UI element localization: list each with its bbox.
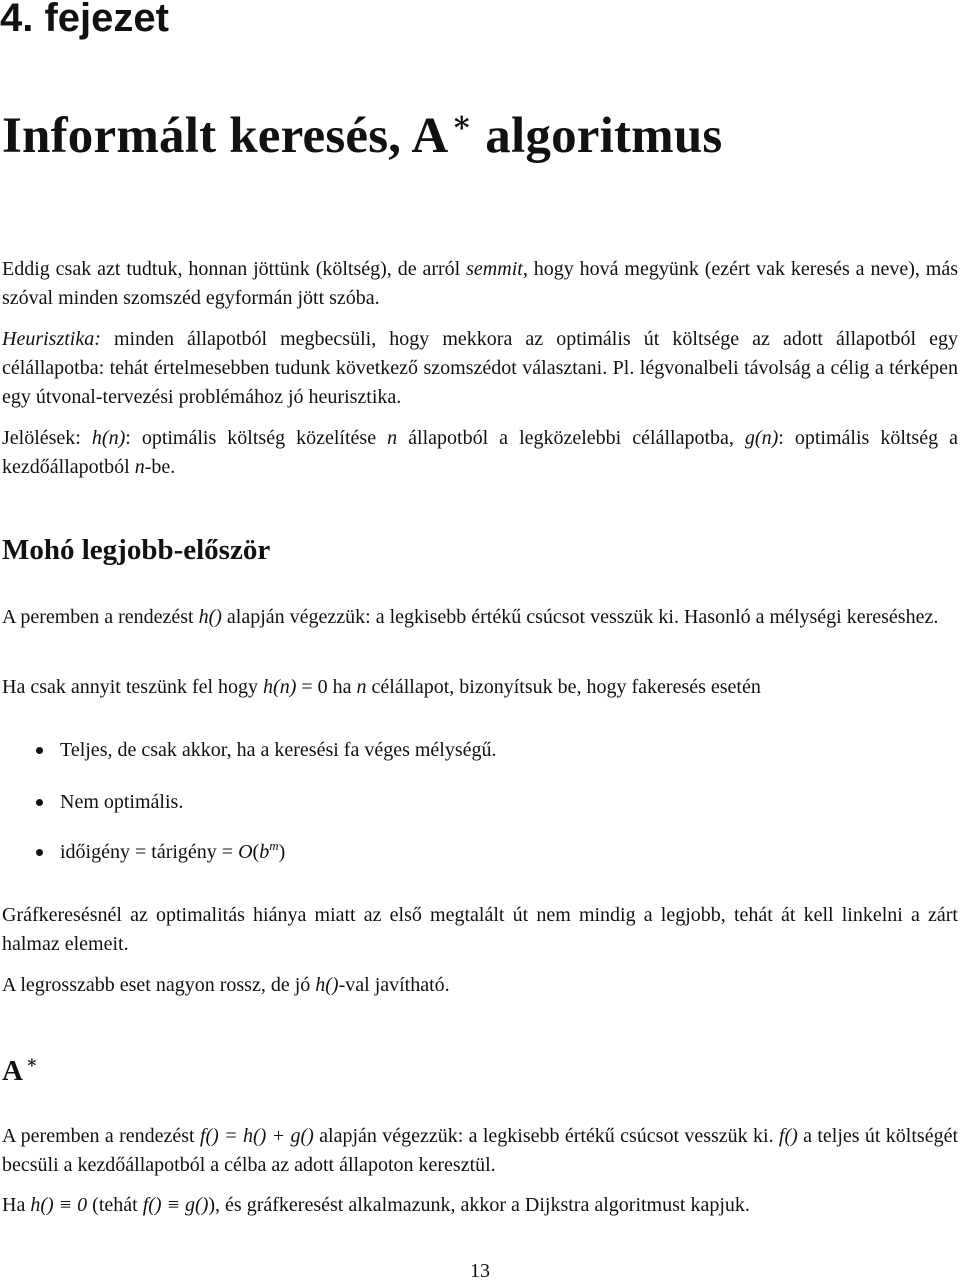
- page-number: 13: [470, 1260, 490, 1282]
- text-run: A legrosszabb eset nagyon rossz, de jó: [2, 974, 316, 996]
- math-b: b: [259, 841, 270, 863]
- greedy-paragraph-3: Gráfkeresésnél az optimalitás hiánya miatt az első megtalált út nem mindig a legjobb, tehát át kell linkelni a zárt halmaz elemeit.: [2, 904, 958, 955]
- greedy-paragraph-2: [2, 673, 958, 702]
- math-n: n: [134, 456, 145, 478]
- list-item: [0, 735, 900, 765]
- intro-paragraph-3: [2, 424, 958, 482]
- text-run: minden állapotból megbecsüli, hogy mekkora az optimális út költsége az adott állapotból egy célállapotba: tehát értelmesebben tudunk következő szomszédot választani. Pl. légvonalbeli távolság a célig a térképen egy útvonal-tervezési problémához jó heurisztika.: [2, 328, 958, 408]
- math-h-equiv-zero: h() ≡ 0: [30, 1194, 88, 1216]
- greedy-paragraph-1: [2, 603, 958, 632]
- text-run: : optimális költség közelítése: [125, 427, 388, 449]
- text-run: ), és gráfkeresést alkalmazunk, akkor a Dijkstra algoritmust kapjuk.: [208, 1194, 750, 1216]
- math-h-n: h(n): [91, 427, 126, 449]
- list-item: [0, 837, 900, 867]
- intro-paragraph-2: [2, 325, 958, 412]
- text-run: Eddig csak azt tudtuk, honnan jöttünk (költség), de arról: [2, 258, 467, 280]
- math-g-n: g(n): [744, 427, 779, 449]
- list-item-text: [60, 837, 285, 869]
- text-run: időigény = tárigény =: [60, 841, 239, 863]
- text-run: A peremben a rendezést: [2, 606, 199, 628]
- text-run: Jelölések:: [2, 427, 92, 449]
- math-f-equiv-g: f() ≡ g(): [142, 1194, 209, 1216]
- text-run: A peremben a rendezést: [2, 1125, 200, 1147]
- text-run: -val javítható.: [338, 974, 450, 996]
- greedy-paragraph-4: [2, 971, 958, 1000]
- text-run: Ha: [2, 1194, 31, 1216]
- chapter-title-rest: algoritmus: [472, 108, 723, 164]
- math-paren: ): [278, 841, 286, 863]
- section-heading-astar: [2, 1053, 38, 1093]
- list-item-text: Teljes, de csak akkor, ha a keresési fa véges mélységű.: [60, 739, 497, 761]
- heading-asterisk: ∗: [25, 1053, 38, 1072]
- bullet-dot: [36, 799, 43, 806]
- text-run: : optimális költség a kezdőállapotból: [2, 427, 958, 478]
- text-run: ha: [327, 676, 357, 698]
- text-run: alapján végezzük: a legkisebb értékű csúcsot vesszük ki.: [313, 1125, 779, 1147]
- math-exponent-m: m: [269, 838, 279, 853]
- math-big-o: O: [238, 841, 253, 863]
- text-run: alapján végezzük: a legkisebb értékű csúcsot vesszük ki. Hasonló a mélységi kereséshez.: [221, 606, 939, 628]
- math-n: n: [387, 427, 398, 449]
- chapter-title-main: Informált keresés, A: [2, 108, 449, 164]
- emphasis: semmit: [466, 258, 523, 280]
- bullet-dot: [36, 849, 43, 856]
- text-run: Ha csak annyit teszünk fel hogy: [2, 676, 264, 698]
- math-f-equals-h-plus-g: f() = h() + g(): [199, 1125, 314, 1147]
- astar-paragraph-1: [2, 1122, 958, 1180]
- text-run: (tehát: [87, 1194, 143, 1216]
- chapter-label: 4. fejezet: [0, 0, 169, 40]
- math-n: n: [356, 676, 367, 698]
- chapter-title-asterisk: ∗: [451, 106, 473, 139]
- section-heading-greedy: Mohó legjobb-először: [2, 534, 271, 566]
- heading-text: A: [2, 1055, 23, 1087]
- emphasis: Heurisztika:: [2, 328, 101, 350]
- text-run: -be.: [144, 456, 176, 478]
- astar-paragraph-2: [2, 1191, 958, 1220]
- list-item: [0, 787, 900, 817]
- text-run: állapotból a legközelebbi célállapotba,: [397, 427, 745, 449]
- text-run: célállapot, bizonyítsuk be, hogy fakeresés esetén: [366, 676, 761, 698]
- list-item-text: Nem optimális.: [60, 791, 184, 813]
- math-h: h(): [315, 974, 339, 996]
- math-f: f(): [778, 1125, 798, 1147]
- math-h-n: h(n): [263, 676, 297, 698]
- text-run: , hogy hová megyünk (ezért vak keresés a neve), más szóval minden szomszéd egyformán jött szóba.: [2, 258, 958, 309]
- intro-paragraph-1: [2, 255, 958, 313]
- text-run: a teljes út költségét becsüli a kezdőállapotból a célba az adott állapoton keresztül.: [2, 1125, 959, 1176]
- math-h: h(): [198, 606, 222, 628]
- math-paren: (: [252, 841, 260, 863]
- chapter-title: [2, 106, 722, 173]
- bullet-dot: [36, 747, 43, 754]
- math-equals-zero: = 0: [296, 676, 328, 698]
